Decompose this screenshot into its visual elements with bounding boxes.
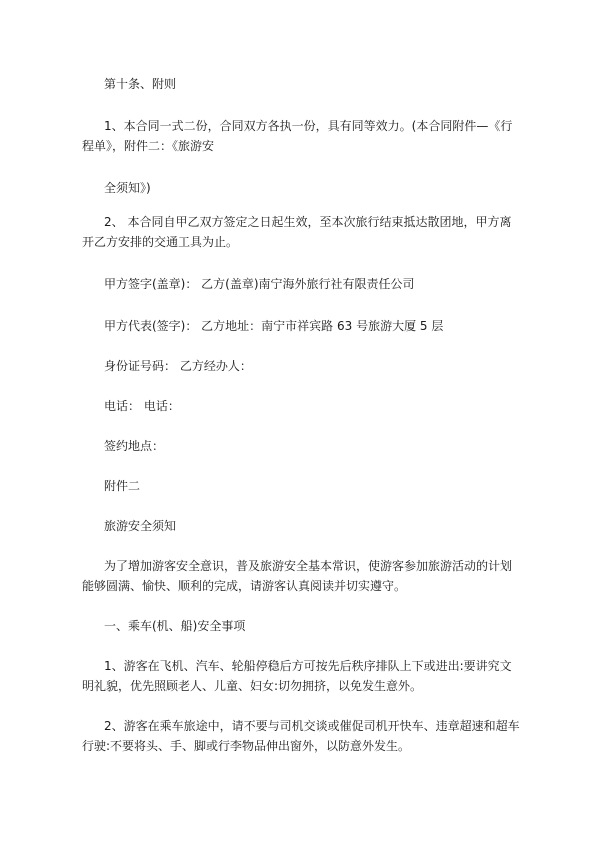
signing-location-line: 签约地点： (104, 439, 165, 453)
safety-intro-text: 为了增加游客安全意识，普及旅游安全基本常识，使游客参加旅游活动的计划能够圆满、愉快、顺利的完成，请游客认真阅读并切实遵守。 (82, 559, 513, 593)
representative-address-line: 甲方代表(签字)： 乙方地址：南宁市祥宾路 63 号旅游大厦 5 层 (104, 319, 444, 333)
safety-item-2: 2、游客在乘车旅途中，请不要与司机交谈或催促司机开快车、违章超速和超车行驶:不要将头、手、脚或行李物品伸出窗外，以防意外发生。 (82, 719, 520, 753)
safety-notice-title: 旅游安全须知 (104, 519, 177, 533)
article-10-heading: 第十条、附则 (104, 77, 177, 91)
clause-2-text: 2、 本合同自甲乙双方签定之日起生效，至本次旅行结束抵达散团地，甲方离开乙方安排的交通工具为止。 (82, 215, 512, 249)
section-1-heading: 一、乘车(机、船)安全事项 (104, 619, 246, 633)
safety-item-1: 1、游客在飞机、汽车、轮船停稳后方可按先后秩序排队上下或进出:要讲究文明礼貌，优先照顾老人、儿童、妇女:切勿拥挤，以免发生意外。 (82, 659, 512, 693)
clause-1-text: 1、本合同一式二份，合同双方各执一份，具有同等效力。(本合同附件—《行程单》，附件二：《旅游安 (82, 119, 513, 153)
appendix-2-heading: 附件二 (104, 479, 141, 493)
id-number-line: 身份证号码： 乙方经办人： (104, 359, 252, 373)
signature-line-party-a: 甲方签字(盖章)： 乙方(盖章)南宁海外旅行社有限责任公司 (104, 277, 415, 291)
clause-1-continuation: 全须知》) (104, 181, 151, 195)
phone-line: 电话： 电话： (104, 399, 180, 413)
